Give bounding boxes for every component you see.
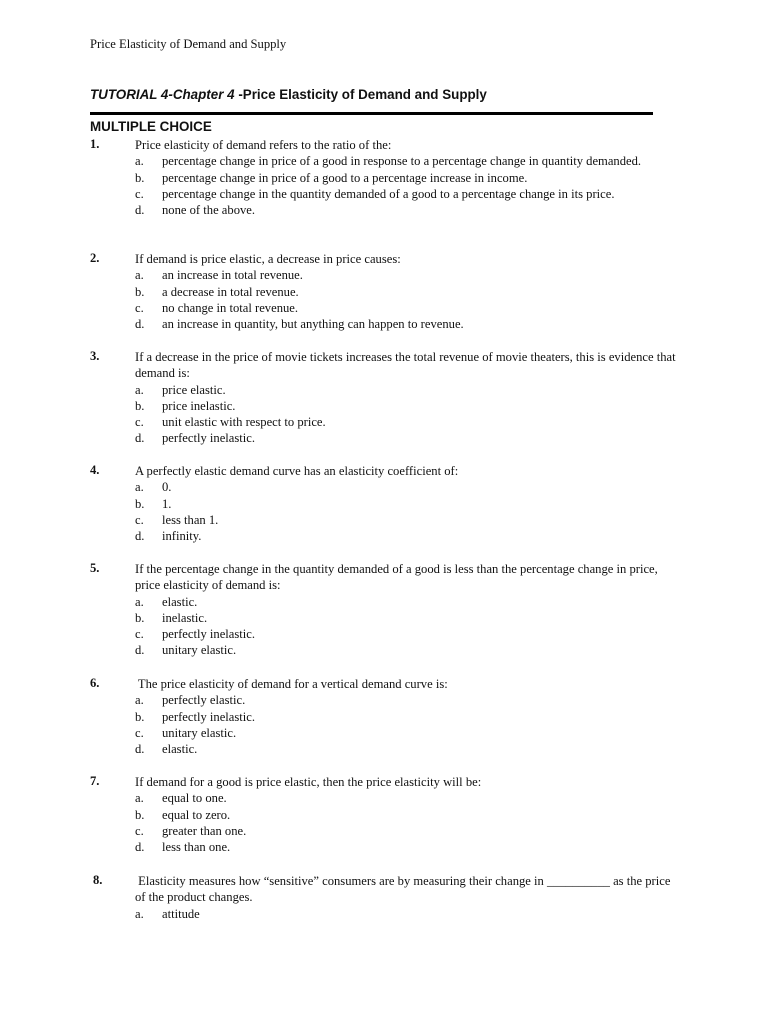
option-b bbox=[90, 709, 690, 725]
option-text: attitude bbox=[162, 906, 200, 921]
question-3 bbox=[90, 349, 690, 447]
option-d bbox=[90, 839, 690, 855]
option-a bbox=[90, 382, 690, 398]
option-c bbox=[90, 414, 690, 430]
option-c bbox=[90, 626, 690, 642]
option-letter: c. bbox=[135, 725, 144, 740]
option-letter: a. bbox=[135, 594, 144, 609]
option-letter: d. bbox=[135, 643, 145, 658]
option-text: an increase in total revenue. bbox=[162, 268, 303, 283]
option-text: less than 1. bbox=[162, 512, 219, 527]
option-c bbox=[90, 512, 690, 528]
question-number: 1. bbox=[90, 137, 100, 151]
option-text: greater than one. bbox=[162, 823, 247, 838]
option-d bbox=[90, 430, 690, 446]
title-tutorial-label: TUTORIAL 4-Chapter 4 bbox=[90, 87, 235, 102]
option-text: unitary elastic. bbox=[162, 643, 237, 658]
option-c bbox=[90, 186, 690, 202]
question-number: 2. bbox=[90, 251, 100, 265]
option-b bbox=[90, 398, 690, 414]
title-divider bbox=[90, 112, 653, 115]
option-text: elastic. bbox=[162, 594, 198, 609]
option-a bbox=[90, 790, 690, 806]
option-c bbox=[90, 725, 690, 741]
question-text: A perfectly elastic demand curve has an elasticity coefficient of: bbox=[135, 464, 459, 478]
option-a bbox=[90, 267, 690, 283]
option-letter: a. bbox=[135, 268, 144, 283]
option-letter: b. bbox=[135, 709, 145, 724]
option-letter: b. bbox=[135, 398, 145, 413]
option-letter: c. bbox=[135, 300, 144, 315]
option-letter: d. bbox=[135, 529, 145, 544]
question-text: Price elasticity of demand refers to the ratio of the: bbox=[135, 138, 392, 152]
question-text: If demand for a good is price elastic, then the price elasticity will be: bbox=[135, 775, 482, 789]
question-text: If demand is price elastic, a decrease in price causes: bbox=[135, 252, 401, 266]
option-text: percentage change in the quantity demanded of a good to a percentage change in its price. bbox=[162, 186, 615, 201]
question-text: The price elasticity of demand for a vertical demand curve is: bbox=[135, 677, 448, 691]
option-b bbox=[90, 170, 690, 186]
option-text: percentage change in price of a good to a percentage increase in income. bbox=[162, 170, 528, 185]
option-letter: b. bbox=[135, 284, 145, 299]
option-a bbox=[90, 479, 690, 495]
option-text: equal to one. bbox=[162, 791, 227, 806]
option-d bbox=[90, 741, 690, 757]
option-d bbox=[90, 316, 690, 332]
question-5 bbox=[90, 561, 690, 659]
option-letter: c. bbox=[135, 186, 144, 201]
option-text: inelastic. bbox=[162, 610, 208, 625]
question-2 bbox=[90, 251, 690, 332]
option-d bbox=[90, 642, 690, 658]
option-a bbox=[90, 906, 690, 922]
option-d bbox=[90, 202, 690, 218]
option-d bbox=[90, 528, 690, 544]
option-text: a decrease in total revenue. bbox=[162, 284, 299, 299]
option-a bbox=[90, 594, 690, 610]
option-letter: b. bbox=[135, 807, 145, 822]
option-c bbox=[90, 823, 690, 839]
option-text: infinity. bbox=[162, 529, 202, 544]
option-text: less than one. bbox=[162, 840, 231, 855]
option-letter: a. bbox=[135, 693, 144, 708]
option-letter: c. bbox=[135, 627, 144, 642]
option-text: price elastic. bbox=[162, 382, 226, 397]
option-a bbox=[90, 153, 690, 169]
option-text: unitary elastic. bbox=[162, 725, 237, 740]
option-text: perfectly elastic. bbox=[162, 693, 246, 708]
option-letter: a. bbox=[135, 906, 144, 921]
question-number: 7. bbox=[90, 774, 100, 788]
option-letter: a. bbox=[135, 154, 144, 169]
question-7 bbox=[90, 774, 690, 855]
option-text: 0. bbox=[162, 480, 172, 495]
option-letter: d. bbox=[135, 317, 145, 332]
option-letter: d. bbox=[135, 203, 145, 218]
question-number: 8. bbox=[93, 873, 103, 887]
question-text: If the percentage change in the quantity demanded of a good is less than the percentage change in price, price elasticity of demand is: bbox=[135, 562, 658, 593]
option-b bbox=[90, 284, 690, 300]
option-text: percentage change in price of a good in response to a percentage change in quantity demanded. bbox=[162, 154, 642, 169]
option-a bbox=[90, 692, 690, 708]
section-heading: MULTIPLE CHOICE bbox=[90, 119, 212, 134]
option-letter: b. bbox=[135, 170, 145, 185]
option-text: price inelastic. bbox=[162, 398, 236, 413]
option-text: perfectly inelastic. bbox=[162, 709, 256, 724]
question-text: If a decrease in the price of movie tickets increases the total revenue of movie theaters, this is evidence that demand is: bbox=[135, 350, 676, 381]
option-letter: d. bbox=[135, 840, 145, 855]
option-b bbox=[90, 610, 690, 626]
option-letter: c. bbox=[135, 415, 144, 430]
option-text: an increase in quantity, but anything can happen to revenue. bbox=[162, 317, 464, 332]
option-letter: c. bbox=[135, 512, 144, 527]
option-letter: a. bbox=[135, 480, 144, 495]
option-text: perfectly inelastic. bbox=[162, 627, 256, 642]
option-letter: b. bbox=[135, 610, 145, 625]
question-text: Elasticity measures how “sensitive” consumers are by measuring their change in __________ as the price of the product changes. bbox=[135, 874, 674, 905]
question-number: 3. bbox=[90, 349, 100, 363]
question-1 bbox=[90, 137, 690, 218]
option-text: 1. bbox=[162, 496, 172, 511]
question-4 bbox=[90, 463, 690, 544]
option-letter: c. bbox=[135, 823, 144, 838]
option-text: none of the above. bbox=[162, 203, 256, 218]
question-number: 5. bbox=[90, 561, 100, 575]
question-number: 6. bbox=[90, 676, 100, 690]
option-text: perfectly inelastic. bbox=[162, 431, 256, 446]
option-text: unit elastic with respect to price. bbox=[162, 415, 326, 430]
option-text: equal to zero. bbox=[162, 807, 231, 822]
option-letter: a. bbox=[135, 791, 144, 806]
question-6 bbox=[90, 676, 690, 757]
question-8 bbox=[90, 873, 690, 922]
running-header: Price Elasticity of Demand and Supply bbox=[90, 37, 287, 51]
option-text: elastic. bbox=[162, 742, 198, 757]
document-title bbox=[90, 87, 487, 102]
option-b bbox=[90, 807, 690, 823]
option-c bbox=[90, 300, 690, 316]
option-letter: d. bbox=[135, 742, 145, 757]
option-letter: a. bbox=[135, 382, 144, 397]
title-subject: -Price Elasticity of Demand and Supply bbox=[234, 87, 487, 102]
option-text: no change in total revenue. bbox=[162, 300, 299, 315]
option-letter: d. bbox=[135, 431, 145, 446]
option-b bbox=[90, 496, 690, 512]
question-number: 4. bbox=[90, 463, 100, 477]
option-letter: b. bbox=[135, 496, 145, 511]
